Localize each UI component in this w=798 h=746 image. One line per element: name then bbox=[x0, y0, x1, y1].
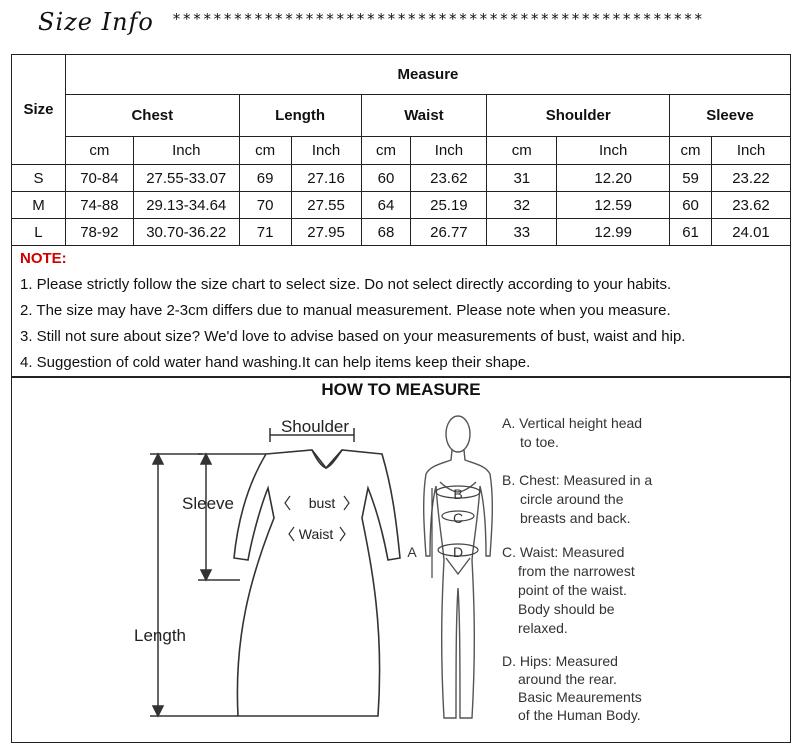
instruction-text: point of the waist. bbox=[518, 582, 627, 598]
instruction-text: breasts and back. bbox=[520, 510, 631, 526]
how-to-measure-title: HOW TO MEASURE bbox=[321, 380, 481, 399]
notes-section bbox=[11, 246, 791, 377]
instruction-text: Basic Meaurements bbox=[518, 689, 642, 705]
unit-header: Inch bbox=[133, 137, 239, 165]
group-header: Shoulder bbox=[487, 95, 670, 137]
body-c-label: C bbox=[452, 510, 464, 526]
how-to-measure-section bbox=[11, 377, 791, 743]
instruction-text: around the rear. bbox=[518, 671, 617, 687]
table-cell: 27.55 bbox=[291, 192, 361, 219]
instruction-text: relaxed. bbox=[518, 620, 568, 636]
table-cell: 25.19 bbox=[411, 192, 487, 219]
unit-header: cm bbox=[239, 137, 291, 165]
instruction-text: to toe. bbox=[520, 434, 559, 450]
size-header: Size bbox=[12, 55, 66, 165]
group-header: Waist bbox=[361, 95, 487, 137]
unit-header: Inch bbox=[411, 137, 487, 165]
body-a-label: A bbox=[407, 544, 417, 560]
table-row bbox=[12, 192, 791, 219]
table-cell: 27.55-33.07 bbox=[133, 165, 239, 192]
group-header: Length bbox=[239, 95, 361, 137]
table-cell: 23.62 bbox=[411, 165, 487, 192]
note-item: 4. Suggestion of cold water hand washing.It can help items keep their shape. bbox=[20, 354, 531, 371]
note-item: 3. Still not sure about size? We'd love to advise based on your measurements of bust, waist and hip. bbox=[20, 328, 686, 345]
note-item: 1. Please strictly follow the size chart to select size. Do not select directly according to your habits. bbox=[20, 276, 672, 293]
star-divider: **************************************************** bbox=[172, 10, 704, 28]
instruction-text: A. Vertical height head bbox=[502, 415, 643, 431]
table-cell: S bbox=[12, 165, 66, 192]
unit-header: Inch bbox=[291, 137, 361, 165]
unit-header: cm bbox=[361, 137, 411, 165]
note-title: NOTE: bbox=[20, 250, 67, 267]
body-b-label: B bbox=[453, 486, 463, 502]
table-cell: 32 bbox=[487, 192, 557, 219]
table-cell: L bbox=[12, 219, 66, 246]
bust-label: bust bbox=[308, 495, 336, 511]
dress-figure bbox=[234, 450, 400, 716]
table-cell: 23.22 bbox=[712, 165, 791, 192]
table-cell: 31 bbox=[487, 165, 557, 192]
waist-label: Waist bbox=[298, 526, 334, 542]
group-header: Sleeve bbox=[670, 95, 791, 137]
table-cell: 70-84 bbox=[65, 165, 133, 192]
table-cell: M bbox=[12, 192, 66, 219]
table-row bbox=[12, 165, 791, 192]
size-info-title: Size Info bbox=[38, 8, 154, 36]
table-cell: 71 bbox=[239, 219, 291, 246]
table-row bbox=[12, 219, 791, 246]
table-cell: 12.59 bbox=[557, 192, 670, 219]
instruction-text: D. Hips: Measured bbox=[502, 653, 618, 669]
note-item: 2. The size may have 2-3cm differs due to manual measurement. Please note when you measure. bbox=[20, 302, 671, 319]
table-cell: 59 bbox=[670, 165, 712, 192]
unit-header: Inch bbox=[557, 137, 670, 165]
shoulder-label: Shoulder bbox=[280, 417, 350, 436]
table-cell: 33 bbox=[487, 219, 557, 246]
unit-header: cm bbox=[65, 137, 133, 165]
instruction-text: of the Human Body. bbox=[518, 707, 641, 723]
table-cell: 24.01 bbox=[712, 219, 791, 246]
instruction-text: B. Chest: Measured in a bbox=[502, 472, 653, 488]
table-cell: 12.20 bbox=[557, 165, 670, 192]
table-cell: 68 bbox=[361, 219, 411, 246]
instruction-text: from the narrowest bbox=[518, 563, 635, 579]
unit-header: cm bbox=[487, 137, 557, 165]
table-cell: 61 bbox=[670, 219, 712, 246]
table-cell: 27.16 bbox=[291, 165, 361, 192]
table-cell: 60 bbox=[361, 165, 411, 192]
table-cell: 30.70-36.22 bbox=[133, 219, 239, 246]
table-cell: 70 bbox=[239, 192, 291, 219]
size-chart-table bbox=[11, 54, 791, 246]
table-cell: 26.77 bbox=[411, 219, 487, 246]
table-cell: 12.99 bbox=[557, 219, 670, 246]
measure-header: Measure bbox=[65, 55, 790, 95]
instruction-text: C. Waist: Measured bbox=[502, 544, 625, 560]
body-d-label: D bbox=[452, 544, 464, 560]
table-cell: 27.95 bbox=[291, 219, 361, 246]
table-cell: 29.13-34.64 bbox=[133, 192, 239, 219]
instruction-text: circle around the bbox=[520, 491, 624, 507]
table-cell: 78-92 bbox=[65, 219, 133, 246]
body-figure bbox=[424, 416, 493, 718]
instruction-text: Body should be bbox=[518, 601, 615, 617]
table-cell: 74-88 bbox=[65, 192, 133, 219]
table-cell: 69 bbox=[239, 165, 291, 192]
unit-header: cm bbox=[670, 137, 712, 165]
table-cell: 64 bbox=[361, 192, 411, 219]
instructions-list bbox=[502, 415, 652, 723]
measure-illustration bbox=[12, 378, 790, 742]
group-header: Chest bbox=[65, 95, 239, 137]
table-cell: 23.62 bbox=[712, 192, 791, 219]
length-label: Length bbox=[134, 626, 186, 645]
table-cell: 60 bbox=[670, 192, 712, 219]
sleeve-label: Sleeve bbox=[182, 494, 234, 513]
header bbox=[38, 2, 154, 42]
unit-header: Inch bbox=[712, 137, 791, 165]
